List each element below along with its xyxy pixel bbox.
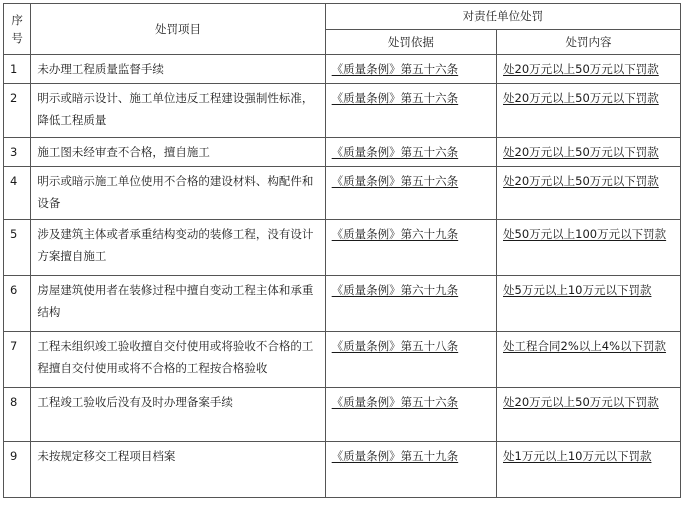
- row-content-cell: [497, 84, 681, 138]
- row-basis-cell: [325, 388, 496, 442]
- table-row: [4, 276, 681, 332]
- header-serial-number: 序号: [4, 4, 31, 55]
- row-basis-cell: [325, 332, 496, 388]
- row-number: 7: [4, 332, 31, 388]
- row-basis-cell: [325, 442, 496, 498]
- row-content-cell: [497, 332, 681, 388]
- row-number: 9: [4, 442, 31, 498]
- row-basis-link[interactable]: 《质量条例》第五十八条: [331, 339, 459, 353]
- row-content-link[interactable]: 处1万元以上10万元以下罚款: [503, 449, 652, 463]
- table-row: [4, 167, 681, 220]
- penalty-table-container: [3, 3, 681, 498]
- row-basis-cell: [325, 220, 496, 276]
- row-penalty-item: 涉及建筑主体或者承重结构变动的装修工程，没有设计方案擅自施工: [31, 220, 325, 276]
- row-content-cell: [497, 55, 681, 84]
- row-content-link[interactable]: 处20万元以上50万元以下罚款: [503, 395, 659, 409]
- row-basis-cell: [325, 55, 496, 84]
- penalty-table: [3, 3, 681, 498]
- row-content-link[interactable]: 处20万元以上50万元以下罚款: [503, 145, 659, 159]
- row-basis-cell: [325, 84, 496, 138]
- row-basis-link[interactable]: 《质量条例》第五十六条: [331, 62, 459, 76]
- row-basis-link[interactable]: 《质量条例》第五十六条: [331, 395, 459, 409]
- row-content-link[interactable]: 处20万元以上50万元以下罚款: [503, 91, 659, 105]
- row-content-cell: [497, 276, 681, 332]
- row-number: 5: [4, 220, 31, 276]
- row-content-cell: [497, 138, 681, 167]
- row-penalty-item: 工程竣工验收后没有及时办理备案手续: [31, 388, 325, 442]
- table-row: [4, 442, 681, 498]
- row-basis-link[interactable]: 《质量条例》第六十九条: [331, 283, 459, 297]
- header-penalty-content: 处罚内容: [497, 30, 681, 55]
- row-content-link[interactable]: 处5万元以上10万元以下罚款: [503, 283, 652, 297]
- row-number: 6: [4, 276, 31, 332]
- row-content-link[interactable]: 处20万元以上50万元以下罚款: [503, 62, 659, 76]
- row-content-cell: [497, 388, 681, 442]
- row-basis-link[interactable]: 《质量条例》第五十六条: [331, 174, 459, 188]
- row-penalty-item: 未办理工程质量监督手续: [31, 55, 325, 84]
- row-number: 2: [4, 84, 31, 138]
- row-basis-link[interactable]: 《质量条例》第五十九条: [331, 449, 459, 463]
- table-row: [4, 84, 681, 138]
- row-penalty-item: 施工图未经审查不合格，擅自施工: [31, 138, 325, 167]
- header-unit-penalty: 对责任单位处罚: [325, 4, 680, 30]
- row-number: 3: [4, 138, 31, 167]
- row-content-cell: [497, 220, 681, 276]
- row-basis-link[interactable]: 《质量条例》第五十六条: [331, 91, 459, 105]
- table-row: [4, 55, 681, 84]
- row-penalty-item: 明示或暗示设计、施工单位违反工程建设强制性标准，降低工程质量: [31, 84, 325, 138]
- row-basis-link[interactable]: 《质量条例》第五十六条: [331, 145, 459, 159]
- row-basis-cell: [325, 276, 496, 332]
- row-number: 8: [4, 388, 31, 442]
- row-basis-cell: [325, 167, 496, 220]
- header-penalty-basis: 处罚依据: [325, 30, 496, 55]
- row-penalty-item: 房屋建筑使用者在装修过程中擅自变动工程主体和承重结构: [31, 276, 325, 332]
- row-penalty-item: 工程未组织竣工验收擅自交付使用或将验收不合格的工程擅自交付使用或将不合格的工程按合格验收: [31, 332, 325, 388]
- row-penalty-item: 未按规定移交工程项目档案: [31, 442, 325, 498]
- row-basis-link[interactable]: 《质量条例》第六十九条: [331, 227, 459, 241]
- table-row: [4, 332, 681, 388]
- row-basis-cell: [325, 138, 496, 167]
- row-content-link[interactable]: 处20万元以上50万元以下罚款: [503, 174, 659, 188]
- table-row: [4, 138, 681, 167]
- row-content-cell: [497, 442, 681, 498]
- header-penalty-item: 处罚项目: [31, 4, 325, 55]
- table-row: [4, 220, 681, 276]
- row-number: 4: [4, 167, 31, 220]
- row-number: 1: [4, 55, 31, 84]
- table-row: [4, 388, 681, 442]
- row-content-link[interactable]: 处50万元以上100万元以下罚款: [503, 227, 667, 241]
- row-penalty-item: 明示或暗示施工单位使用不合格的建设材料、构配件和设备: [31, 167, 325, 220]
- row-content-cell: [497, 167, 681, 220]
- row-content-link[interactable]: 处工程合同2%以上4%以下罚款: [503, 339, 667, 353]
